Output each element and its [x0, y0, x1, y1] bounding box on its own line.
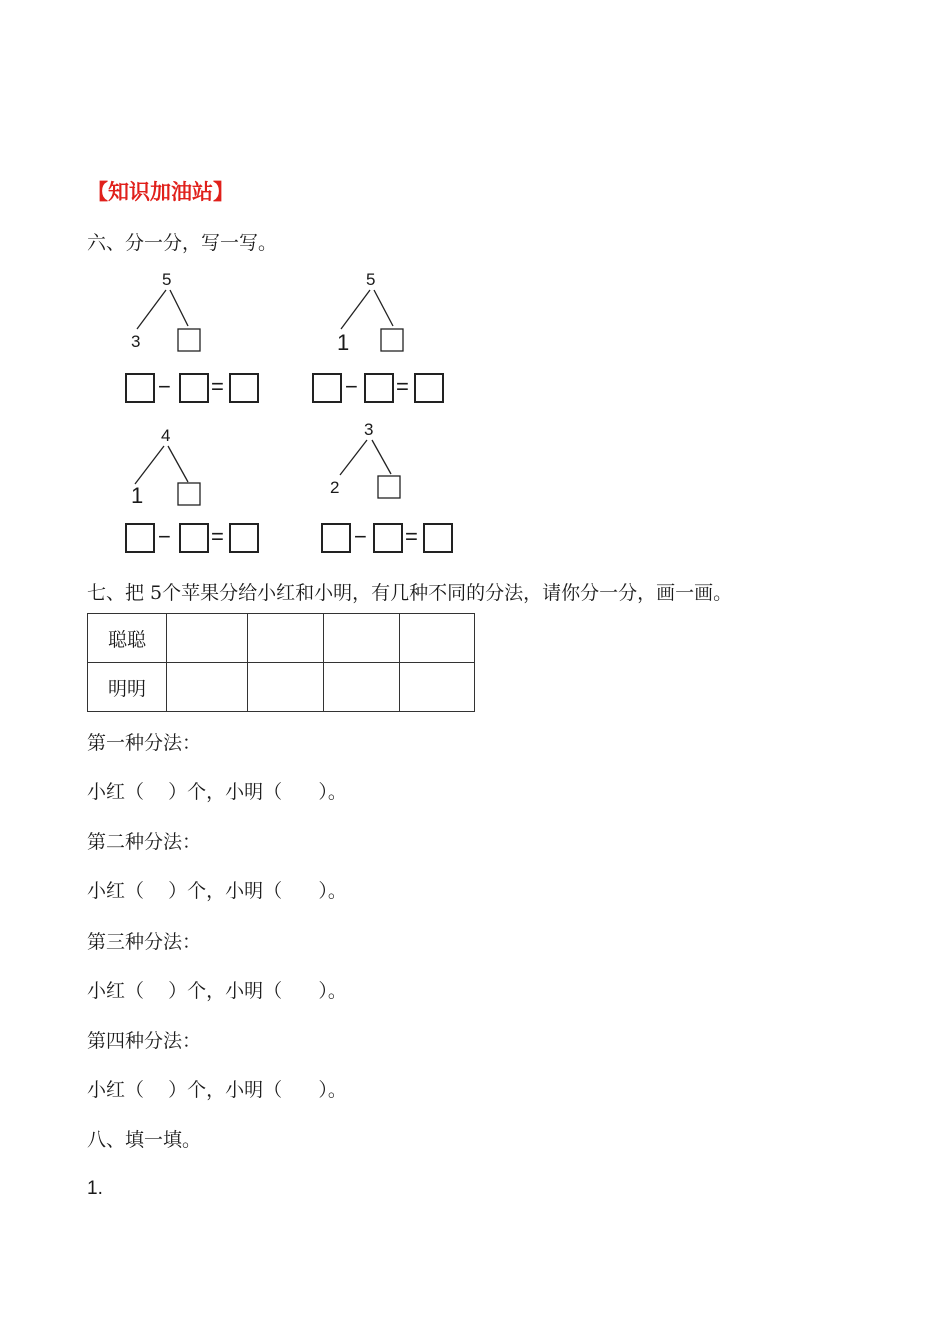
method-3-answer: 小红（ ）个，小明（ ）。 [87, 980, 347, 1002]
minus-sign: − [345, 374, 358, 399]
tree-3-left: 1 [131, 483, 144, 508]
method-1-answer: 小红（ ）个，小明（ ）。 [87, 781, 347, 803]
tree-2-left: 1 [337, 330, 350, 355]
method-3-label: 第三种分法： [87, 931, 202, 953]
table-cell[interactable] [400, 663, 475, 712]
table-row [88, 614, 475, 663]
minus-sign: − [158, 524, 171, 549]
table-cell[interactable] [248, 614, 324, 663]
row-label: 明明 [88, 663, 167, 712]
tree-1-top: 5 [162, 270, 172, 289]
tree-3-top: 4 [161, 426, 171, 445]
table-cell[interactable] [167, 663, 248, 712]
table-cell[interactable] [324, 614, 400, 663]
equals-sign: = [211, 374, 224, 399]
question-7-title: 七、把 5个苹果分给小红和小明，有几种不同的分法，请你分一分，画一画。 [87, 582, 733, 604]
row-label: 聪聪 [88, 614, 167, 663]
table-cell[interactable] [248, 663, 324, 712]
minus-sign: − [158, 374, 171, 399]
method-2-answer: 小红（ ）个，小明（ ）。 [87, 880, 347, 902]
table-cell[interactable] [400, 614, 475, 663]
tree-4-top: 3 [364, 420, 374, 439]
method-2-label: 第二种分法： [87, 831, 202, 853]
tree-2-top: 5 [366, 270, 376, 289]
tree-4-left: 2 [330, 478, 340, 497]
minus-sign: − [354, 524, 367, 549]
question-8-item-1: 1. [87, 1178, 103, 1199]
method-4-answer: 小红（ ）个，小明（ ）。 [87, 1079, 347, 1101]
table-row [88, 663, 475, 712]
apple-division-table [87, 613, 475, 712]
method-1-label: 第一种分法： [87, 732, 202, 754]
method-4-label: 第四种分法： [87, 1030, 202, 1052]
equals-sign: = [405, 524, 418, 549]
table-cell[interactable] [324, 663, 400, 712]
tree-1-left: 3 [131, 332, 141, 351]
equals-sign: = [211, 524, 224, 549]
table-cell[interactable] [167, 614, 248, 663]
question-8-title: 八、填一填。 [87, 1129, 202, 1151]
equals-sign: = [396, 374, 409, 399]
knowledge-header: 【知识加油站】 [87, 180, 234, 204]
question-6-title: 六、分一分，写一写。 [87, 232, 278, 254]
